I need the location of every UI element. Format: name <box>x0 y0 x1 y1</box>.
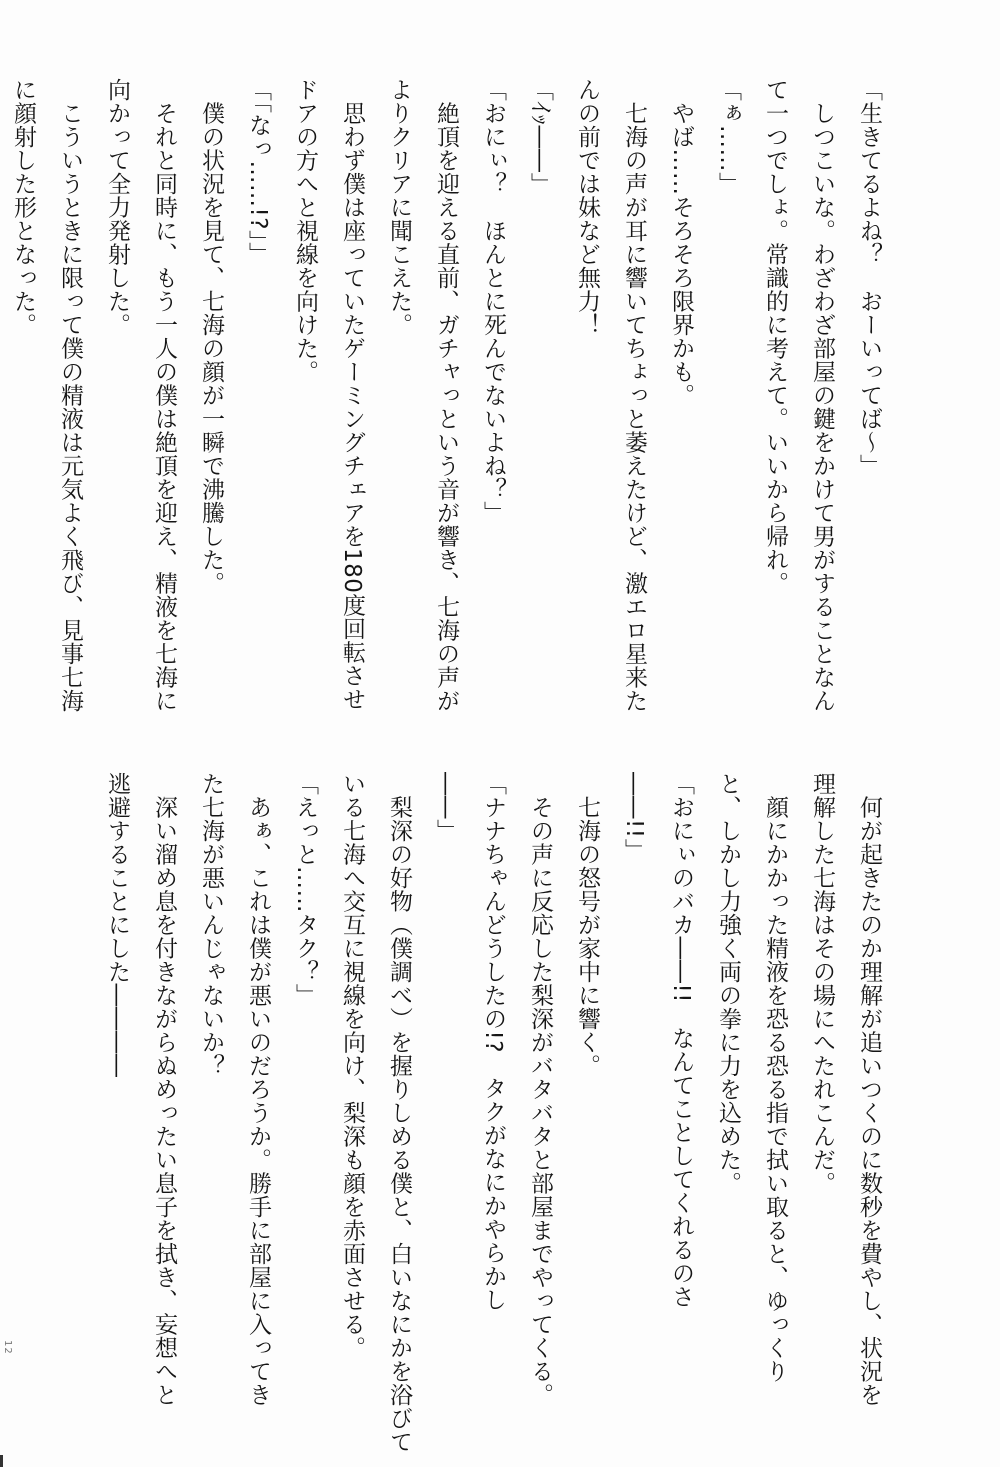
upper-text-line: 「生きてるよね？ おーいってば〜」 <box>856 78 882 478</box>
upper-text-line: やば……そろそろ限界かも。 <box>668 78 694 407</box>
lower-text-line: 顔にかかった精液を恐る恐る指で拭い取ると、ゆっくり <box>762 772 788 1383</box>
lower-text-line: いる七海へ交互に視線を向け、梨深も顔を赤面させる。 <box>339 772 365 1360</box>
lower-text-line: ――」 <box>433 772 459 843</box>
lower-text-line: 逃避することにした―――― <box>104 772 130 1078</box>
upper-text-line: て一つでしょ。常識的に考えて。いいから帰れ。 <box>762 78 788 595</box>
upper-text-line: こういうときに限って僕の精液は元気よく飛び、見事七海 <box>57 78 83 713</box>
upper-text-line: 「おにぃ？ ほんとに死んでないよね？」 <box>480 78 506 525</box>
lower-text-line: 理解した七海はその場にへたれこんだ。 <box>809 772 835 1195</box>
lower-text-line: と、しかし力強く両の拳に力を込めた。 <box>715 772 741 1195</box>
upper-text-line: よりクリアに聞こえた。 <box>386 78 412 337</box>
lower-text-line: 「ナナちゃんどうしたの!? タクがなにかやらかし <box>480 772 506 1312</box>
page-number: 12 <box>2 1340 13 1355</box>
lower-text-line: 「おにぃのバカ――!! なんてことしてくれるのさ <box>668 772 694 1309</box>
upper-text-line: に顔射した形となった。 <box>10 78 36 337</box>
upper-text-line: 思わず僕は座っていたゲーミングチェアを180度回転させ <box>339 78 365 711</box>
upper-text-line: 向かって全力発射した。 <box>104 78 130 337</box>
lower-text-line: た七海が悪いんじゃないか？ <box>198 772 224 1078</box>
lower-text-line: 梨深の好物（僕調べ）を握りしめる僕と、白いなにかを浴びて <box>386 772 412 1454</box>
lower-text-line: 深い溜め息を付きながらぬめったい息子を拭き、妄想へと <box>151 772 177 1407</box>
lower-text-block <box>104 772 892 1454</box>
upper-text-line: それと同時に、もう一人の僕は絶頂を迎え、精液を七海に <box>151 78 177 713</box>
upper-text-line: ドアの方へと視線を向けた。 <box>292 78 318 384</box>
lower-text-line: その声に反応した梨深がバタバタと部屋までやってくる。 <box>527 772 553 1407</box>
lower-text-line: 「えっと……タク？」 <box>292 772 318 1007</box>
upper-text-block <box>10 78 892 713</box>
lower-text-line: ――!!」 <box>621 772 647 862</box>
upper-text-line: 絶頂を迎える直前、ガチャっという音が響き、七海の声が <box>433 78 459 713</box>
lower-text-line: 何が起きたのか理解が追いつくのに数秒を費やし、状況を <box>856 772 882 1407</box>
lower-text-line: 七海の怒号が家中に響く。 <box>574 772 600 1078</box>
scan-edge-mark <box>0 1455 3 1467</box>
upper-text-line: んの前では妹など無力！ <box>574 78 600 337</box>
upper-text-line: 僕の状況を見て、七海の顔が一瞬で沸騰した。 <box>198 78 224 595</box>
upper-text-line: しつこいな。わざわざ部屋の鍵をかけて男がすることなん <box>809 78 835 713</box>
lower-text-line: あぁ、これは僕が悪いのだろうか。勝手に部屋に入ってき <box>245 772 271 1407</box>
upper-text-line: 「「なっ……!?」」 <box>245 78 271 266</box>
upper-text-line: 七海の声が耳に響いてちょっと萎えたけど、激エロ星来た <box>621 78 647 713</box>
upper-text-line: 「ぁ……」 <box>715 78 741 196</box>
upper-text-line: 「ｲｯ――」 <box>527 78 553 196</box>
